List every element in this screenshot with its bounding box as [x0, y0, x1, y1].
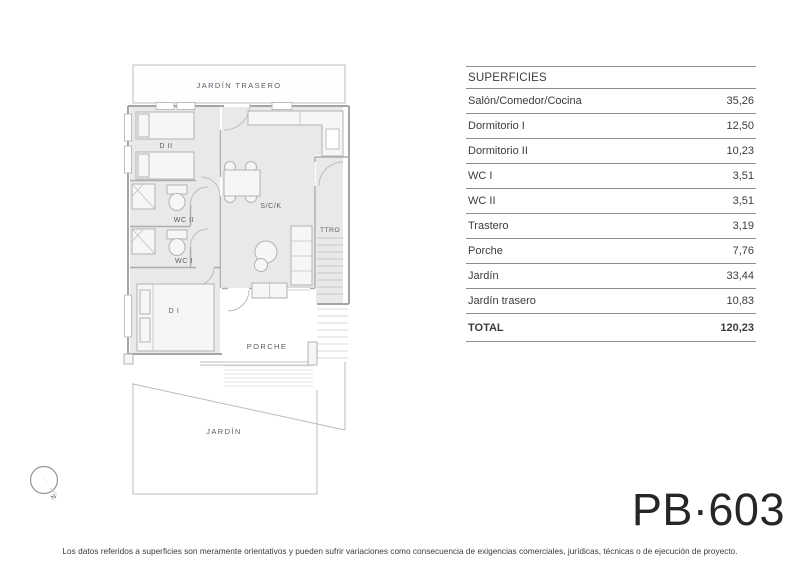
row-value: 33,44: [726, 270, 754, 282]
north-arrow: [31, 467, 59, 502]
room-label-rear-garden: JARDÍN TRASERO: [196, 81, 282, 90]
row-value: 3,19: [732, 220, 754, 232]
row-label: Dormitorio II: [468, 145, 528, 157]
room-label-wc-2: WC II: [173, 217, 195, 224]
row-value: 7,76: [732, 245, 754, 257]
north-label: N: [49, 493, 58, 502]
plan-code: PB·603: [631, 484, 785, 535]
table-row: [466, 189, 756, 214]
armchair-footrest: [255, 259, 268, 272]
row-value: 10,83: [726, 295, 754, 307]
total-label: TOTAL: [468, 321, 504, 334]
kitchen-sink: [326, 129, 339, 149]
room-label-bedroom-1: D I: [168, 308, 180, 315]
disclaimer-text: Los datos referidos a superficies son meramente orientativos y pueden sufrir variaciones como consecuencia de exigencias comerciales, jurídicas, técnicas o de ejecución de proyecto.: [62, 546, 738, 556]
table-row: [466, 289, 756, 314]
row-label: Jardín trasero: [468, 295, 536, 307]
table-row: [466, 239, 756, 264]
pillow: [140, 318, 150, 342]
row-value: 35,26: [726, 95, 754, 107]
row-label: Salón/Comedor/Cocina: [468, 95, 582, 107]
row-value: 10,23: [726, 145, 754, 157]
room-label-porch: PORCHE: [246, 342, 288, 351]
row-label: WC II: [468, 195, 496, 207]
window: [272, 103, 292, 110]
row-label: Porche: [468, 245, 503, 257]
row-value: 3,51: [732, 195, 754, 207]
table-row: [466, 164, 756, 189]
exterior-steps-hatch: [317, 309, 348, 358]
north-arrow-circle: [31, 467, 58, 494]
sofa: [291, 226, 312, 285]
pillow: [138, 154, 149, 177]
row-label: WC I: [468, 170, 493, 182]
window: [156, 103, 174, 110]
row-value: 3,51: [732, 170, 754, 182]
table-row: [466, 89, 756, 114]
porch-door-arc: [228, 290, 249, 311]
table-row: [466, 114, 756, 139]
toilet-bowl: [169, 194, 185, 211]
room-label-living: S/C/K: [260, 203, 282, 210]
toilet-bowl: [169, 239, 185, 256]
window: [125, 146, 132, 173]
room-label-wc-1: WC I: [175, 258, 193, 265]
room-label-storage: TTRO: [319, 227, 341, 234]
porch-pillar-left: [124, 354, 133, 364]
room-label-garden: JARDÍN: [206, 427, 242, 436]
toilet-cistern: [167, 230, 187, 239]
porch-pillar-right: [308, 342, 317, 365]
total-value: 120,23: [720, 321, 754, 334]
row-label: Jardín: [468, 270, 499, 282]
window: [125, 295, 132, 337]
window: [177, 103, 195, 110]
porch-steps-hatch: [224, 366, 313, 386]
toilet-cistern: [167, 185, 187, 194]
pillow: [138, 114, 149, 137]
window: [125, 114, 132, 141]
pillow: [140, 290, 150, 314]
row-label: Trastero: [468, 220, 509, 232]
dining-table: [224, 170, 260, 196]
table-row: [466, 214, 756, 239]
room-label-bedroom-2: D II: [159, 143, 173, 150]
row-value: 12,50: [726, 120, 754, 132]
table-row: [466, 139, 756, 164]
table-row-total: [466, 314, 756, 342]
table-title: SUPERFICIES: [466, 66, 756, 89]
table-row: [466, 264, 756, 289]
garden-fence: [133, 383, 317, 494]
superficies-table: [466, 66, 756, 342]
porch-edge: [200, 362, 313, 365]
row-label: Dormitorio I: [468, 120, 525, 132]
garden-diagonal: [133, 384, 345, 430]
